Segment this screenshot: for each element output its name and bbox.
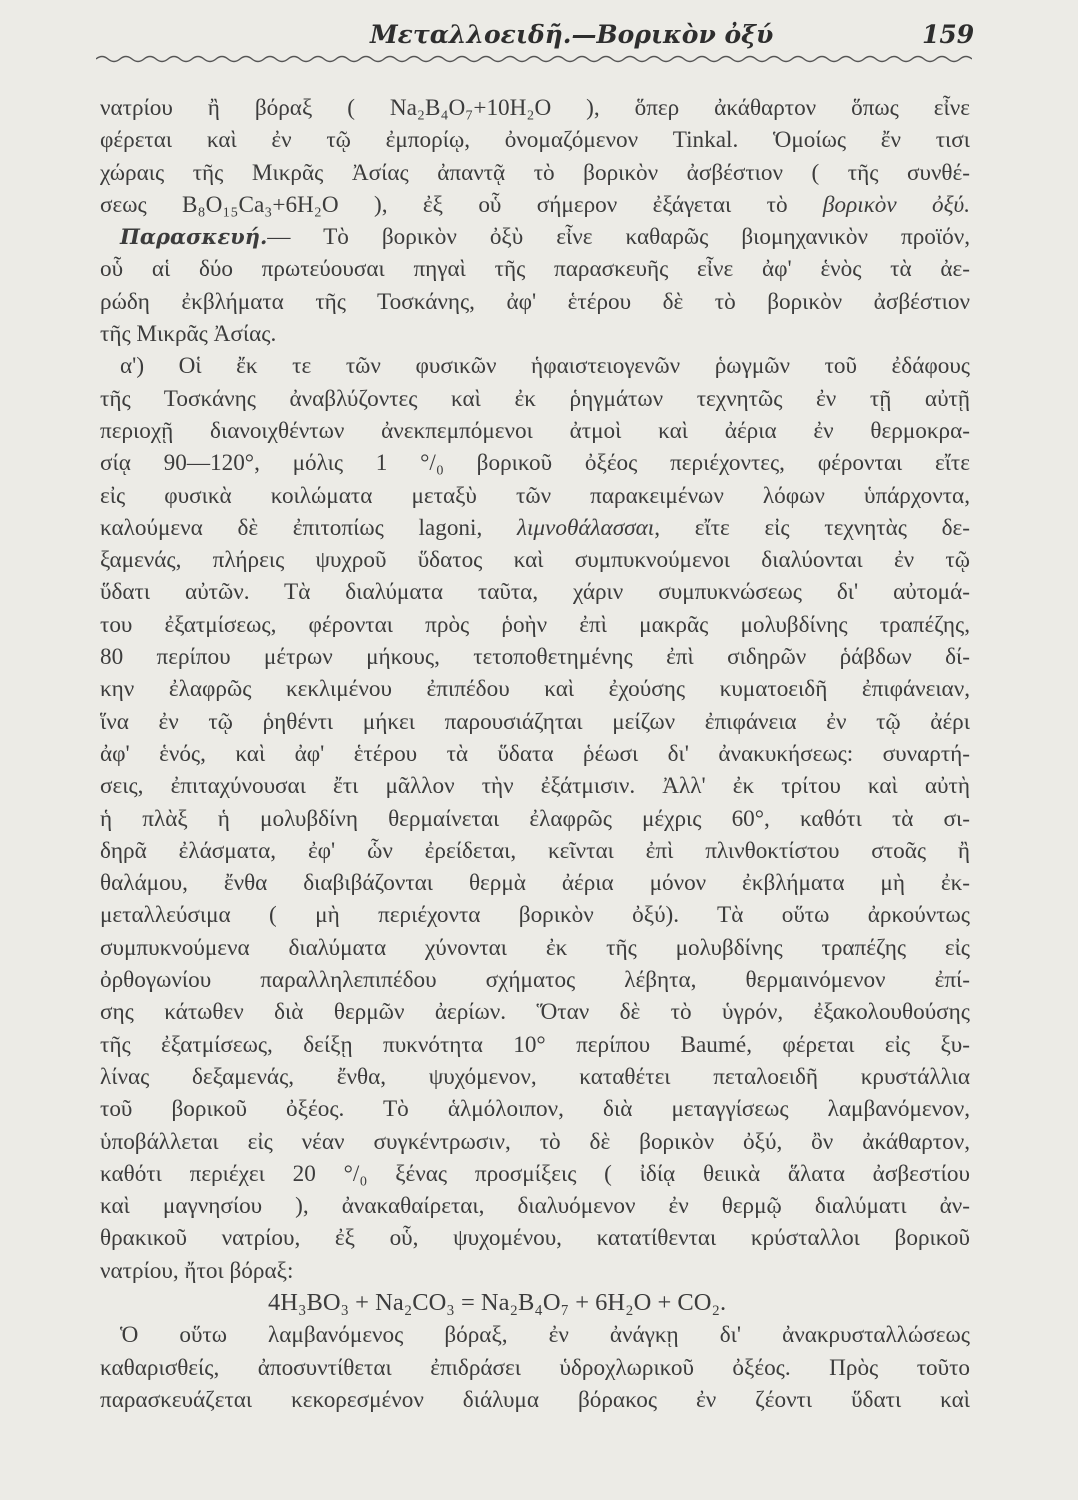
text-line-30: τῆς ἐξατμίσεως, δείξῃ πυκνότητα 10° περίπου Baumé, φέρεται εἰς ξυ- [100,1031,970,1058]
text-line-5 [100,221,970,253]
text-line-14-a: καλούμενα δὲ ἐπιτοπίως lagoni, [100,514,517,541]
text-line-14-c: , εἴτε εἰς τεχνητὰς δε- [654,514,970,541]
text-line-37: νατρίου, ἤτοι βόραξ: [100,1257,294,1284]
text-line-34: καθότι περιέχει 20 °/₀ ξένας προσμίξεις ( ἰδίᾳ θειικὰ ἅλατα ἀσβεστίου [100,1160,970,1187]
text-line-11: περιοχῇ διανοιχθέντων ἀνεκπεμπόμενοι ἀτμοὶ καὶ ἀέρια ἐν θερμοκρα- [100,417,970,444]
chemical-equation: 4H₃BO₃ + Na₂CO₃ = Na₂B₄O₇ + 6H₂O + CO₂. [268,1288,727,1316]
text-line-16: ὕδατι αὐτῶν. Τὰ διαλύματα ταῦτα, χάριν συμπυκνώσεως δι' αὐτομά- [100,579,970,606]
text-line-14 [100,512,970,544]
italic-term-lagoons: λιμνοθάλασσαι [516,514,655,541]
page-header [0,14,1078,64]
text-line-22: σεις, ἐπιταχύνουσαι ἔτι μᾶλλον τὴν ἐξάτμισιν. Ἀλλ' ἐκ τρίτου καὶ αὐτὴ [100,773,970,800]
text-line-41: παρασκευάζεται κεκορεσμένον διάλυμα βόρακος ἐν ζέοντι ὕδατι καὶ [100,1386,970,1413]
running-title: Μεταλλοειδῆ.—Βορικὸν ὀξύ [370,20,774,49]
text-line-32: τοῦ βορικοῦ ὀξέος. Τὸ ἁλμόλοιπον, διὰ μεταγγίσεως λαμβανόμενον, [100,1096,970,1123]
text-line-5-main: — Τὸ βορικὸν ὀξὺ εἶνε καθαρῶς βιομηχανικὸν προϊόν, [267,224,970,251]
text-line-29: σης κάτωθεν διὰ θερμῶν ἀερίων. Ὅταν δὲ τὸ ὑγρόν, ἐξακολουθούσης [100,999,970,1026]
subheading-preparation: Παρασκευή. [120,224,268,250]
text-line-26: μεταλλεύσιμα ( μὴ περιέχοντα βορικὸν ὀξύ). Τὰ οὕτω ἀρκούντως [100,902,970,929]
text-line-4-main: σεως B₈O₁₅Ca₃+6H₂O ), ἐξ οὗ σήμερον ἐξάγεται τὸ [100,191,823,218]
italic-term-boric-acid: βορικὸν ὀξύ. [822,191,970,218]
text-line-1: νατρίου ἢ βόραξ ( Na₂B₄O₇+10H₂O ), ὅπερ ἀκάθαρτον ὅπως εἶνε [100,95,970,121]
text-line-39: Ὁ οὕτω λαμβανόμενος βόραξ, ἐν ἀνάγκῃ δι' ἀνακρυσταλλώσεως [120,1322,970,1349]
text-line-6: οὗ αἱ δύο πρωτεύουσαι πηγαὶ τῆς παρασκευῆς εἶνε ἀφ' ἑνὸς τὰ ἀε- [100,256,970,283]
text-line-7: ρώδη ἐκβλήματα τῆς Τοσκάνης, ἀφ' ἑτέρου δὲ τὸ βορικὸν ἀσβέστιον [100,288,970,315]
text-line-3: χώραις τῆς Μικρᾶς Ἀσίας ἀπαντᾷ τὸ βορικὸν ἀσβέστιον ( τῆς συνθέ- [100,159,970,186]
text-line-23: ἡ πλὰξ ἡ μολυβδίνη θερμαίνεται ἐλαφρῶς μέχρις 60°, καθότι τὰ σι- [100,805,970,832]
text-line-21: ἀφ' ἑνός, καὶ ἀφ' ἑτέρου τὰ ὕδατα ῥέωσι δι' ἀνακυκήσεως: συναρτή- [100,740,970,767]
text-line-33: ὑποβάλλεται εἰς νέαν συγκέντρωσιν, τὸ δὲ βορικὸν ὀξύ, ὂν ἀκάθαρτον, [100,1128,970,1155]
text-line-17: του ἐξατμίσεως, φέρονται πρὸς ῥοὴν ἐπὶ μακρᾶς μολυβδίνης τραπέζης, [100,611,970,638]
text-line-9: α') Οἱ ἔκ τε τῶν φυσικῶν ἡφαιστειογενῶν ῥωγμῶν τοῦ ἐδάφους [120,353,970,380]
text-line-25: θαλάμου, ἔνθα διαβιβάζονται θερμὰ ἀέρια μόνον ἐκβλήματα μὴ ἐκ- [100,870,970,897]
text-line-24: δηρᾶ ἐλάσματα, ἐφ' ὧν ἐρείδεται, κεῖνται ἐπὶ πλινθοκτίστου στοᾶς ἢ [100,837,970,864]
text-line-36: θρακικοῦ νατρίου, ἐξ οὗ, ψυχομένου, κατατίθενται κρύσταλλοι βορικοῦ [100,1225,970,1252]
text-line-40: καθαρισθείς, ἀποσυντίθεται ἐπιδράσει ὑδροχλωρικοῦ ὀξέος. Πρὸς τοῦτο [100,1354,970,1381]
text-line-8: τῆς Μικρᾶς Ἀσίας. [100,321,277,348]
text-line-13: εἰς φυσικὰ κοιλώματα μεταξὺ τῶν παρακειμένων λόφων ὑπάρχοντα, [100,482,970,509]
text-line-4 [100,189,970,221]
page-number: 159 [922,20,975,49]
text-line-18: 80 περίπου μέτρων μήκους, τετοποθετημένης ἐπὶ σιδηρῶν ῥάβδων δί- [100,644,970,671]
body-text [100,92,970,1416]
text-line-27: συμπυκνούμενα διαλύματα χύνονται ἐκ τῆς μολυβδίνης τραπέζης εἰς [100,934,970,961]
text-line-15: ξαμενάς, πλήρεις ψυχροῦ ὕδατος καὶ συμπυκνούμενοι διαλύονται ἐν τῷ [100,547,970,574]
text-line-19: κην ἐλαφρῶς κεκλιμένου ἐπιπέδου καὶ ἐχούσης κυματοειδῆ ἐπιφάνειαν, [100,676,970,703]
text-line-35: καὶ μαγνησίου ), ἀνακαθαίρεται, διαλυόμενον ἐν θερμῷ διαλύματι ἀν- [100,1193,970,1220]
text-line-28: ὀρθογωνίου παραλληλεπιπέδου σχήματος λέβητα, θερμαινόμενον ἐπί- [100,967,970,994]
text-line-31: λίνας δεξαμενάς, ἔνθα, ψυχόμενον, καταθέτει πεταλοειδῆ κρυστάλλια [100,1063,970,1090]
text-line-20: ἵνα ἐν τῷ ῥηθέντι μήκει παρουσιάζηται μείζων ἐπιφάνεια ἐν τῷ ἀέρι [100,708,970,735]
text-line-10: τῆς Τοσκάνης ἀναβλύζοντες καὶ ἐκ ῥηγμάτων τεχνητῶς ἐν τῇ αὐτῇ [100,385,970,412]
text-line-2: φέρεται καὶ ἐν τῷ ἐμπορίῳ, ὀνομαζόμενον Tinkal. Ὁμοίως ἔν τισι [100,127,970,154]
text-line-12: σίᾳ 90—120°, μόλις 1 °/₀ βορικοῦ ὀξέος περιέχοντες, φέρονται εἴτε [100,450,970,477]
header-wavy-rule [96,54,972,64]
